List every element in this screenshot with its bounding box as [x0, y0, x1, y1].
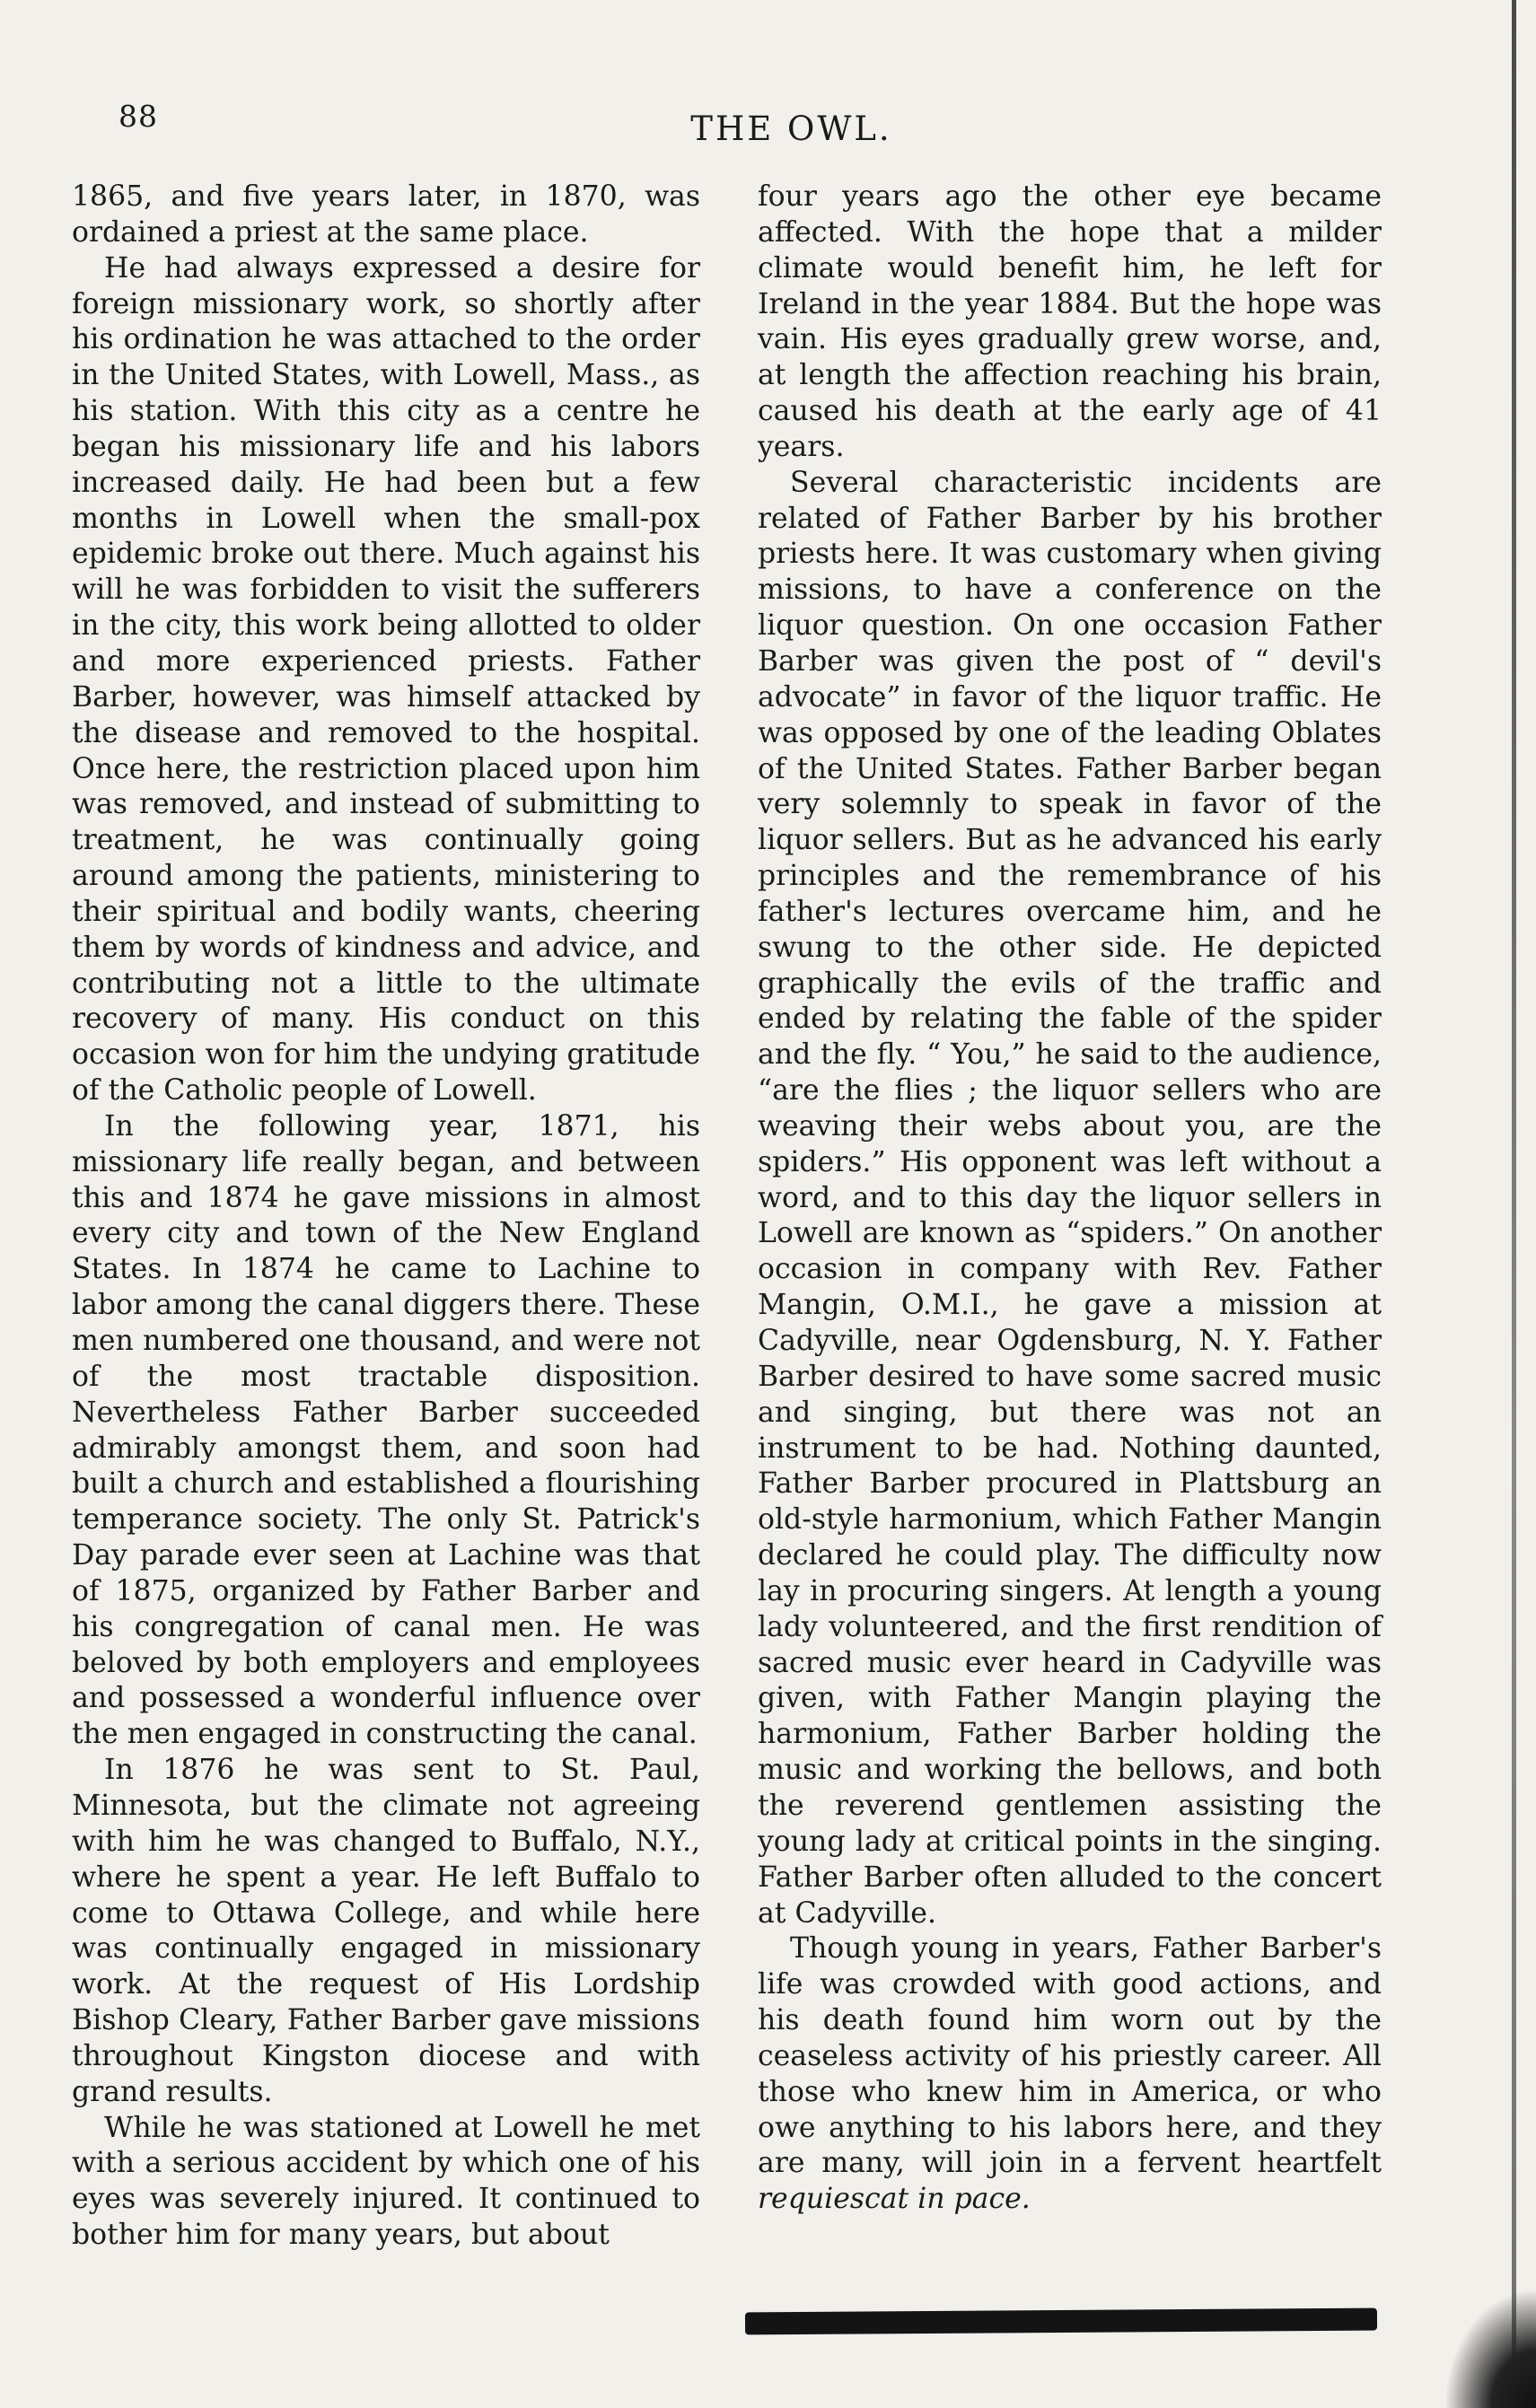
paragraph: While he was stationed at Lowell he met with a serious accident by which one of his eyes was severely injured. It continued to bother him for many years, but about — [72, 2111, 700, 2252]
page-corner-shadow — [1446, 2291, 1536, 2408]
paragraph: He had always expressed a desire for foreign missionary work, so shortly after his ordination he was attached to the order in the United States, with Lowell, Mass., as his station. With this city as a centre he began his missionary life and his labors increased daily. He had been but a few months in Lowell when the small-pox epidemic broke out there. Much against his will he was forbidden to visit the sufferers in the city, this work being allotted to older and more experienced priests. Father Barber, however, was himself attacked by the disease and removed to the hospital. Once here, the restriction placed upon him was removed, and instead of submitting to treatment, he was continually going around among the patients, ministering to their spiritual and bodily wants, cheering them by words of kindness and advice, and contributing not a little to the ultimate recovery of many. His conduct on this occasion won for him the undying gratitude of the Catholic people of Lowell. — [72, 251, 700, 1108]
right-column — [758, 180, 1382, 2218]
closing-phrase: requiescat in pace. — [758, 2183, 1031, 2216]
page-edge — [1512, 0, 1516, 2408]
closing-text: Though young in years, Father Barber's life was crowded with good actions, and his death found him worn out by the ceaseless activity of his priestly career. All those who knew him in America, or who owe anything to his labors here, and they are many, will join in a fervent heartfelt — [758, 1932, 1382, 2180]
paragraph: four years ago the other eye became affected. With the hope that a milder climate would benefit him, he left for Ireland in the year 1884. But the hope was vain. His eyes gradually grew worse, and, at length the affection reaching his brain, caused his death at the early age of 41 years. — [758, 180, 1382, 463]
end-rule — [745, 2308, 1377, 2335]
left-column — [72, 180, 700, 2254]
page-number: 88 — [118, 99, 158, 134]
running-head: THE OWL. — [690, 109, 892, 148]
paragraph: In the following year, 1871, his missionary life really began, and between this and 1874 he gave missions in almost every city and town of the New England States. In 1874 he came to Lachine to labor among the canal diggers there. These men numbered one thousand, and were not of the most tractable disposition. Nevertheless Father Barber succeeded admirably amongst them, and soon had built a church and established a flourishing temperance society. The only St. Patrick's Day parade ever seen at Lachine was that of 1875, organized by Father Barber and his congregation of canal men. He was beloved by both employers and employees and possessed a wonderful influence over the men engaged in constructing the canal. — [72, 1109, 700, 1751]
paragraph: 1865, and five years later, in 1870, was ordained a priest at the same place. — [72, 180, 700, 249]
closing-paragraph — [758, 1931, 1382, 2218]
paragraph: Several characteristic incidents are related of Father Barber by his brother priests here. It was customary when giving missions, to have a conference on the liquor question. On one occasion Father Barber was given the post of “ devil's advocate” in favor of the liquor traffic. He was opposed by one of the leading Oblates of the United States. Father Barber began very solemnly to speak in favor of the liquor sellers. But as he advanced his early principles and the remembrance of his father's lectures overcame him, and he swung to the other side. He depicted graphically the evils of the traffic and ended by relating the fable of the spider and the fly. “ You,” he said to the audience, “are the flies ; the liquor sellers who are weaving their webs about you, are the spiders.” His opponent was left without a word, and to this day the liquor sellers in Lowell are known as “spiders.” On another occasion in company with Rev. Father Mangin, O.M.I., he gave a mission at Cadyville, near Ogdensburg, N. Y. Father Barber desired to have some sacred music and singing, but there was not an instrument to be had. Nothing daunted, Father Barber procured in Plattsburg an old-style harmonium, which Father Mangin declared he could play. The difficulty now lay in procuring singers. At length a young lady volunteered, and the first rendition of sacred music ever heard in Cadyville was given, with Father Mangin playing the harmonium, Father Barber holding the music and working the bellows, and both the reverend gentlemen assisting the young lady at critical points in the singing. Father Barber often alluded to the concert at Cadyville. — [758, 466, 1382, 1930]
paragraph: In 1876 he was sent to St. Paul, Minnesota, but the climate not agreeing with him he was changed to Buffalo, N.Y., where he spent a year. He left Buffalo to come to Ottawa College, and while here was continually engaged in missionary work. At the request of His Lordship Bishop Cleary, Father Barber gave missions throughout Kingston diocese and with grand results. — [72, 1754, 700, 2108]
